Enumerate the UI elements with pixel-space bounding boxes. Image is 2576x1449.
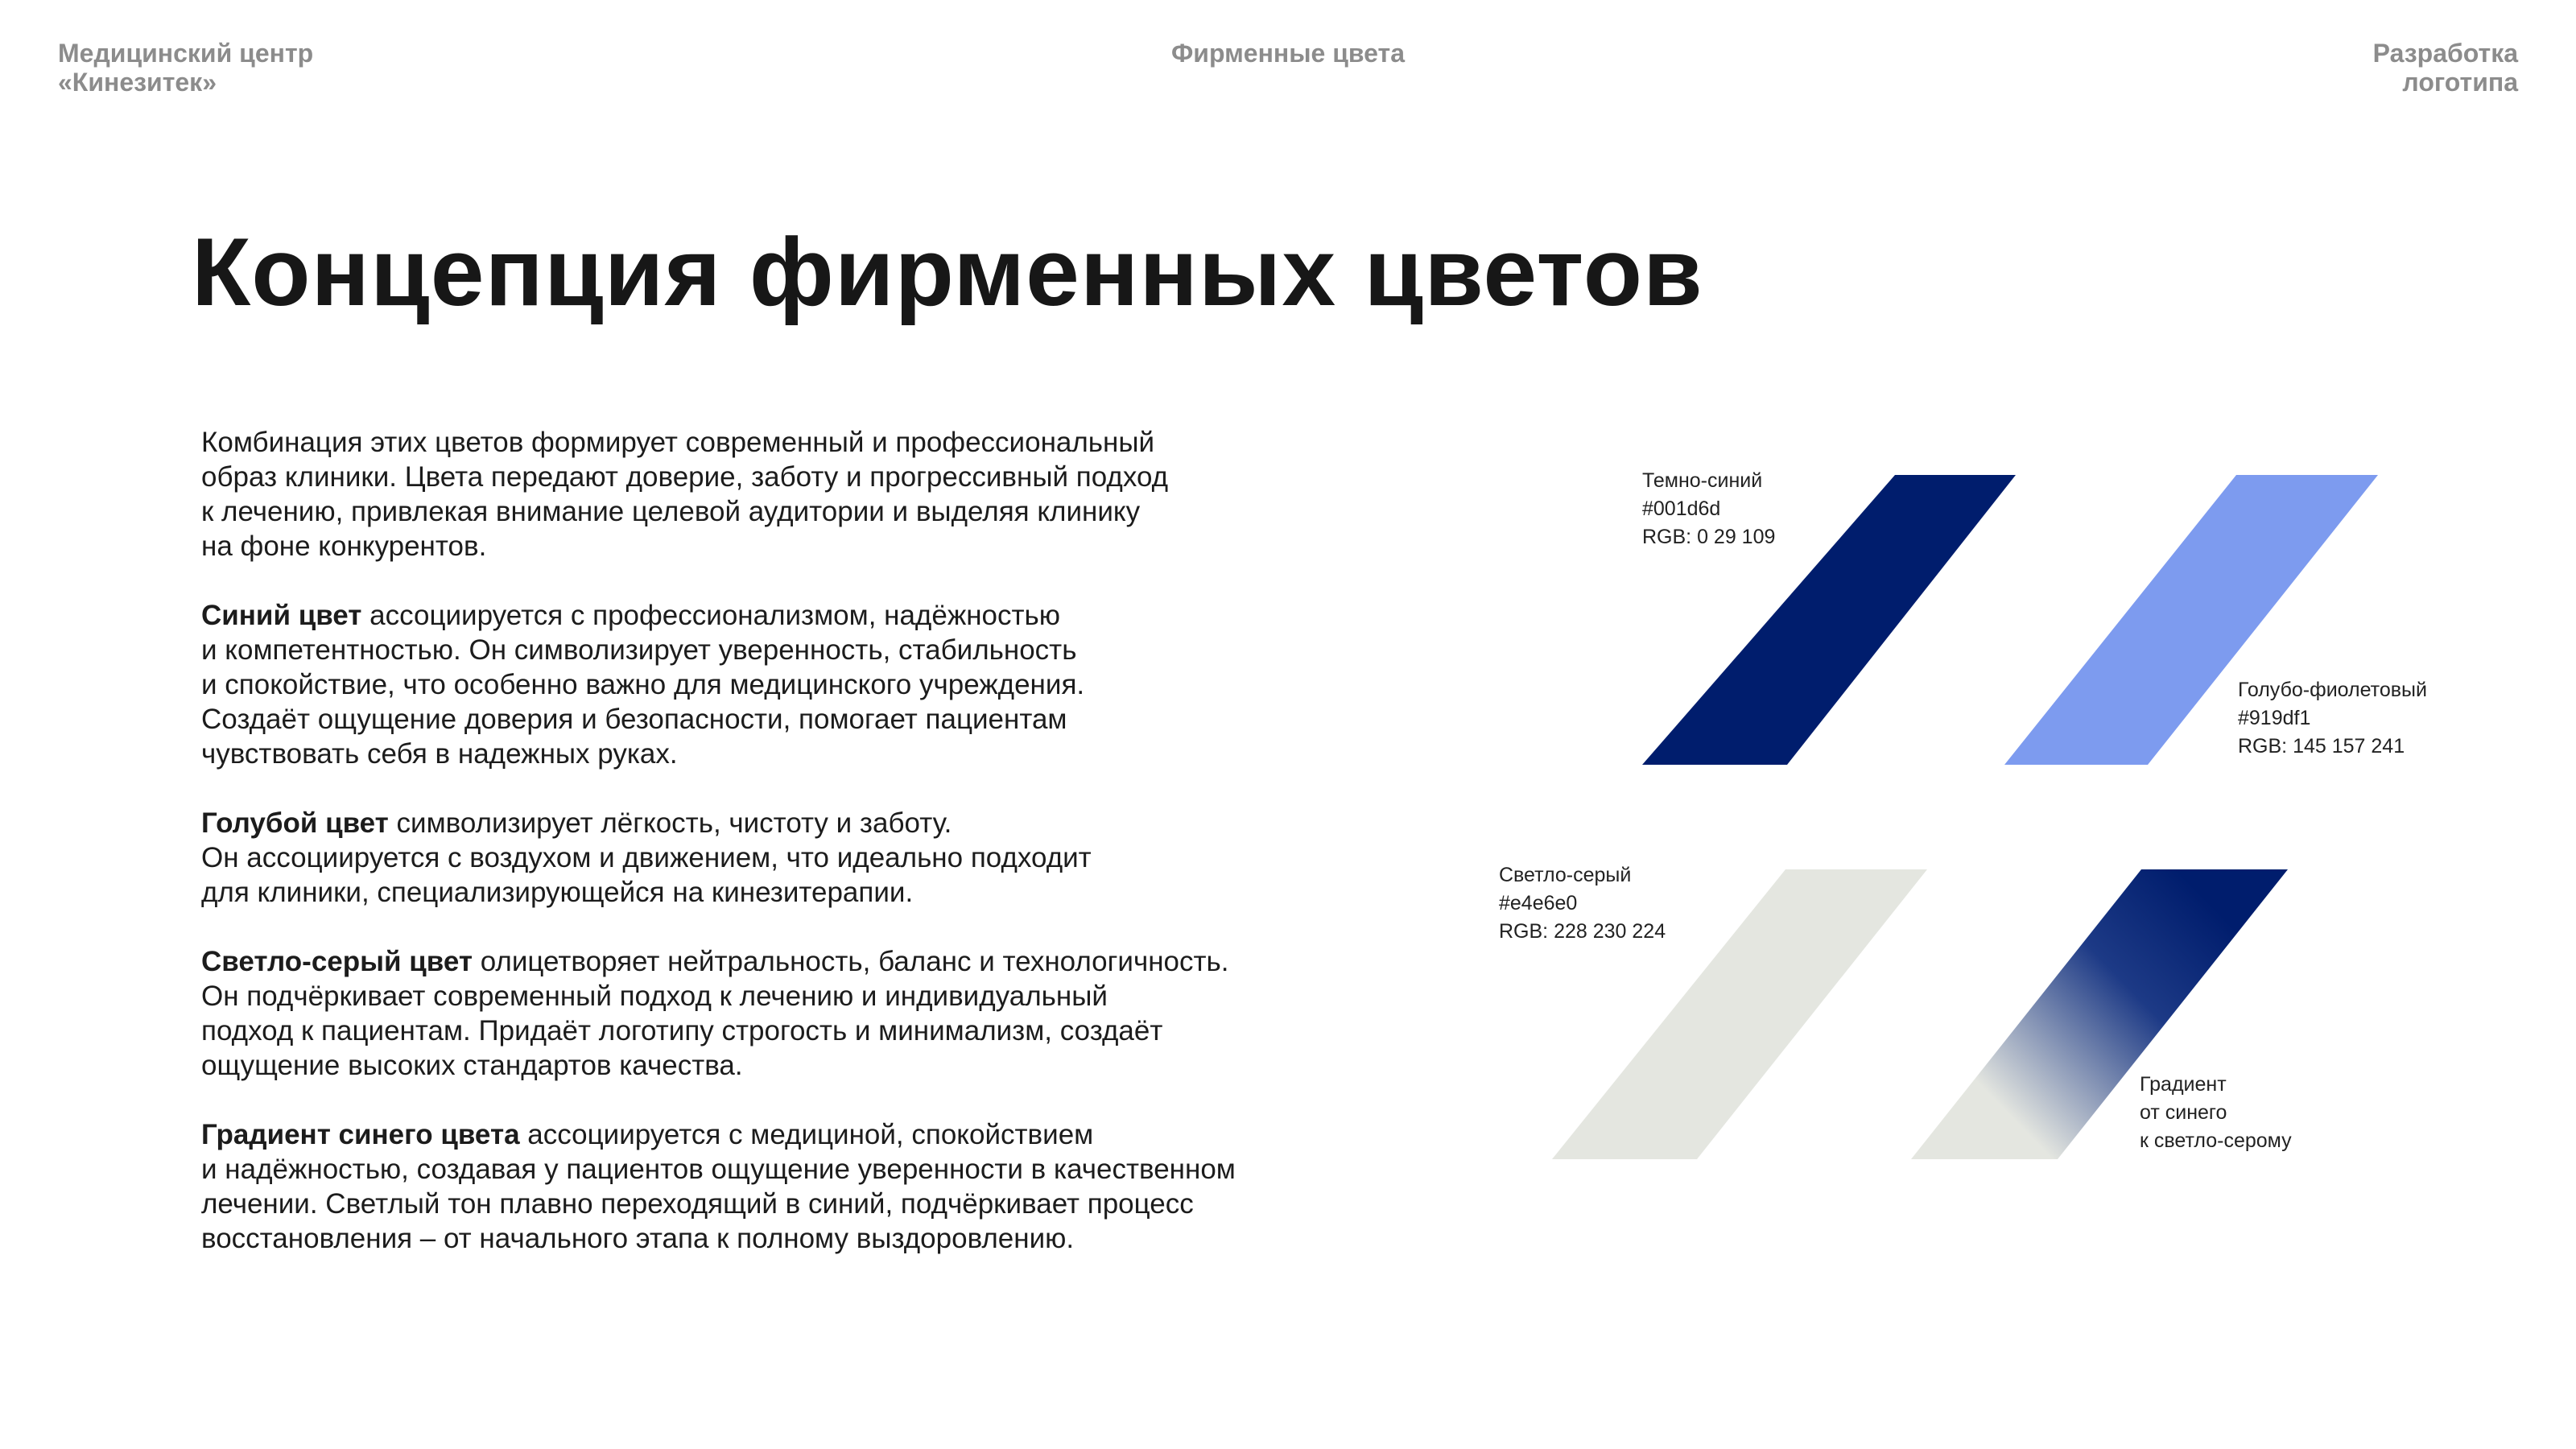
paragraph-blue-text: ассоциируется с профессионализмом, надёжностью и компетентностью. Он символизирует уверенность, стабильность и спокойствие, что особенно важно для медицинского учреждения. Создаёт ощущение доверия и безопасности, помогает пациентам чувствовать себя в надежных руках.	[201, 600, 1085, 770]
paragraph-lightgray-text: олицетворяет нейтральность, баланс и технологичность. Он подчёркивает современный подход к лечению и индивидуальный подход к пациентам. Придаёт логотипу строгость и минимализм, создаёт ощущение высоких стандартов качества.	[201, 946, 1229, 1081]
paragraph-gradient-heading: Градиент синего цвета	[201, 1119, 520, 1150]
header-right-line1: Разработка	[2372, 39, 2518, 68]
swatch-gradient-line3: к светло-серому	[2140, 1129, 2292, 1152]
swatch-dark-blue-hex: #001d6d	[1642, 497, 1721, 520]
swatch-dark-blue-name: Темно-синий	[1642, 469, 1763, 492]
swatch-gradient-name: Градиент	[2140, 1073, 2227, 1096]
header-center: Фирменные цвета	[1170, 39, 1405, 68]
paragraph-gradient-text: ассоциируется с медициной, спокойствием и надёжностью, создавая у пациентов ощущение уверенности в качественном лечении. Светлый тон плавно переходящий в синий, подчёркивает процесс восстановления – от начального этапа к полному выздоровлению.	[201, 1119, 1236, 1254]
swatch-blue-violet-name: Голубо-фиолетовый	[2238, 679, 2427, 701]
swatch-gradient-line2: от синего	[2140, 1101, 2227, 1124]
paragraph-blue-heading: Синий цвет	[201, 600, 362, 631]
swatch-dark-blue-rgb: RGB: 0 29 109	[1642, 526, 1776, 548]
paragraph-lightblue-heading: Голубой цвет	[201, 807, 389, 839]
paragraph-lightgray-heading: Светло-серый цвет	[201, 946, 473, 977]
header-left-line2: «Кинезитек»	[58, 68, 217, 97]
header-left-line1: Медицинский центр	[58, 39, 314, 68]
intro-paragraph: Комбинация этих цветов формирует современный и профессиональный образ клиники. Цвета передают доверие, заботу и прогрессивный подход к лечению, привлекая внимание целевой аудитории и выделяя клинику на фоне конкурентов.	[201, 427, 1169, 562]
header-right-line2: логотипа	[2402, 68, 2518, 97]
swatch-light-gray-rgb: RGB: 228 230 224	[1499, 920, 1666, 943]
swatch-light-gray-name: Светло-серый	[1499, 864, 1632, 886]
swatch-dark-blue	[1642, 475, 2016, 765]
swatch-blue-violet	[2004, 475, 2378, 765]
swatch-blue-violet-hex: #919df1	[2238, 707, 2311, 729]
swatch-gradient	[1911, 869, 2288, 1159]
swatch-blue-violet-rgb: RGB: 145 157 241	[2238, 735, 2405, 758]
paragraph-lightblue-text: символизирует лёгкость, чистоту и заботу. Он ассоциируется с воздухом и движением, что идеально подходит для клиники, специализирующейся на кинезитерапии.	[201, 807, 1092, 908]
swatch-light-gray	[1552, 869, 1927, 1159]
page-title: Концепция фирменных цветов	[192, 218, 1703, 326]
swatch-light-gray-hex: #e4e6e0	[1499, 892, 1578, 914]
